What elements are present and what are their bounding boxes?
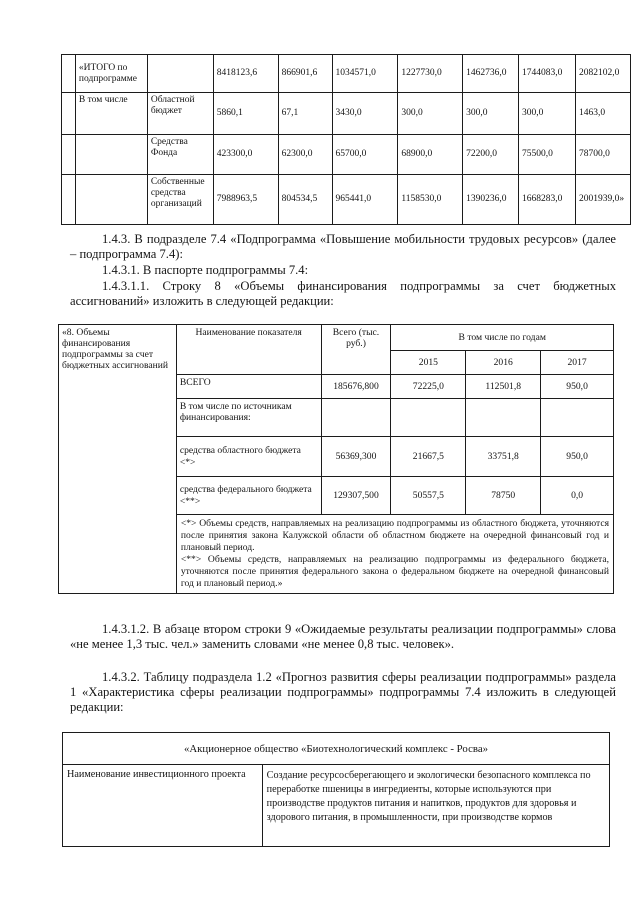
value-cell: 1227730,0 xyxy=(398,55,463,93)
blank-cell xyxy=(62,55,76,93)
value-cell: 65700,0 xyxy=(332,135,398,175)
paragraph-1-4-3-1: 1.4.3.1. В паспорте подпрограммы 7.4: xyxy=(102,263,309,277)
footnote-cell xyxy=(176,515,613,594)
value-cell: 8418123,6 xyxy=(213,55,278,93)
value-cell: 1462736,0 xyxy=(463,55,519,93)
value-cell: 1744083,0 xyxy=(519,55,576,93)
value-cell: 7988963,5 xyxy=(213,175,278,225)
value-cell: 300,0 xyxy=(398,93,463,135)
row-label: В том числе xyxy=(75,93,147,135)
value-cell: 67,1 xyxy=(278,93,332,135)
header-indicator-name: Наименование показателя xyxy=(176,325,321,375)
total-value: 56369,300 xyxy=(321,437,391,477)
row-sublabel xyxy=(147,55,213,93)
value-cell: 1668283,0 xyxy=(519,175,576,225)
year-value: 950,0 xyxy=(541,437,614,477)
value-cell: 1390236,0 xyxy=(463,175,519,225)
value-cell: 3430,0 xyxy=(332,93,398,135)
year-value: 112501,8 xyxy=(466,375,541,399)
year-value: 78750 xyxy=(466,477,541,515)
year-value: 21667,5 xyxy=(391,437,466,477)
passport-financing-table xyxy=(58,324,614,594)
value-cell: 2001939,0» xyxy=(575,175,630,225)
year-value: 33751,8 xyxy=(466,437,541,477)
investment-project-table xyxy=(62,732,610,847)
row-sublabel: Областной бюджет xyxy=(147,93,213,135)
row-sublabel: Средства Фонда xyxy=(147,135,213,175)
value-cell: 423300,0 xyxy=(213,135,278,175)
year-value: 72225,0 xyxy=(391,375,466,399)
footnote-federal: <**> Объемы средств, направляемых на реализацию подпрограммы из федерального бюджета, уточняются после принятия федерального закона о федеральном бюджете на очередной финансовый год и плановый период.» xyxy=(180,554,609,589)
project-description: Создание ресурсосберегающего и экологически безопасного комплекса по переработке пшеницы в ингредиенты, которые используются при производстве продуктов питания и напитков, продуктов для здоровья и здорового питания, в промышленности, при производстве кормов xyxy=(262,765,609,847)
value-cell: 300,0 xyxy=(463,93,519,135)
row-title-cell: «8. Объемы финансирования подпрограммы за счет бюджетных ассигнований xyxy=(59,325,177,594)
total-value: 185676,800 xyxy=(321,375,391,399)
value-cell: 1158530,0 xyxy=(398,175,463,225)
year-value: 950,0 xyxy=(541,375,614,399)
value-cell: 78700,0 xyxy=(575,135,630,175)
year-value: 0,0 xyxy=(541,477,614,515)
header-by-years: В том числе по годам xyxy=(391,325,614,351)
header-year: 2017 xyxy=(541,351,614,375)
row-label xyxy=(75,135,147,175)
indicator-name: средства областного бюджета <*> xyxy=(176,437,321,477)
total-value xyxy=(321,399,391,437)
paragraph-1-4-3-1-2: 1.4.3.1.2. В абзаце втором строки 9 «Ожидаемые результаты реализации подпрограммы» слова «не менее 1,3 тыс. чел.» заменить словами «не менее 0,8 тыс. человек». xyxy=(70,622,616,651)
value-cell: 62300,0 xyxy=(278,135,332,175)
value-cell: 804534,5 xyxy=(278,175,332,225)
value-cell: 1463,0 xyxy=(575,93,630,135)
table-header-row xyxy=(63,733,610,765)
company-header: «Акционерное общество «Биотехнологический комплекс - Росва» xyxy=(63,733,610,765)
value-cell: 75500,0 xyxy=(519,135,576,175)
value-cell: 866901,6 xyxy=(278,55,332,93)
table-row xyxy=(62,93,631,135)
blank-cell xyxy=(62,175,76,225)
value-cell: 5860,1 xyxy=(213,93,278,135)
blank-cell xyxy=(62,135,76,175)
paragraph-1-4-3-1-1: 1.4.3.1.1. Строку 8 «Объемы финансирования подпрограммы за счет бюджетных ассигнований» изложить в следующей редакции: xyxy=(70,279,616,308)
indicator-name: средства федерального бюджета <**> xyxy=(176,477,321,515)
year-value xyxy=(466,399,541,437)
value-cell: 1034571,0 xyxy=(332,55,398,93)
footnote-regional: <*> Объемы средств, направляемых на реализацию подпрограммы из областного бюджета, уточняются после принятия закона Калужской области об областном бюджете на очередной финансовый год и плановый период. xyxy=(180,518,609,553)
indicator-name: ВСЕГО xyxy=(176,375,321,399)
table-row xyxy=(62,175,631,225)
table-row xyxy=(63,765,610,847)
year-value: 50557,5 xyxy=(391,477,466,515)
table-row xyxy=(62,135,631,175)
paragraph-1-4-3-2: 1.4.3.2. Таблицу подраздела 1.2 «Прогноз развития сферы реализации подпрограммы» раздела 1 «Характеристика сферы реализации подпрограммы» подпрограммы 7.4 изложить в следующей редакции: xyxy=(70,670,616,714)
table-row xyxy=(62,55,631,93)
row-sublabel: Собственные средства организаций xyxy=(147,175,213,225)
value-cell: 2082102,0 xyxy=(575,55,630,93)
year-value xyxy=(541,399,614,437)
table-header-row xyxy=(59,325,614,351)
header-year: 2016 xyxy=(466,351,541,375)
paragraph-1-4-3: 1.4.3. В подразделе 7.4 «Подпрограмма «Повышение мобильности трудовых ресурсов» (далее – подпрограмма 7.4): xyxy=(70,232,616,261)
value-cell: 68900,0 xyxy=(398,135,463,175)
row-label xyxy=(75,175,147,225)
financing-table-top xyxy=(61,54,631,225)
header-year: 2015 xyxy=(391,351,466,375)
value-cell: 72200,0 xyxy=(463,135,519,175)
project-label: Наименование инвестиционного проекта xyxy=(63,765,263,847)
total-value: 129307,500 xyxy=(321,477,391,515)
value-cell: 965441,0 xyxy=(332,175,398,225)
year-value xyxy=(391,399,466,437)
indicator-name: В том числе по источникам финансирования: xyxy=(176,399,321,437)
blank-cell xyxy=(62,93,76,135)
header-total: Всего (тыс. руб.) xyxy=(321,325,391,375)
row-label: «ИТОГО по подпрограмме xyxy=(75,55,147,93)
value-cell: 300,0 xyxy=(519,93,576,135)
